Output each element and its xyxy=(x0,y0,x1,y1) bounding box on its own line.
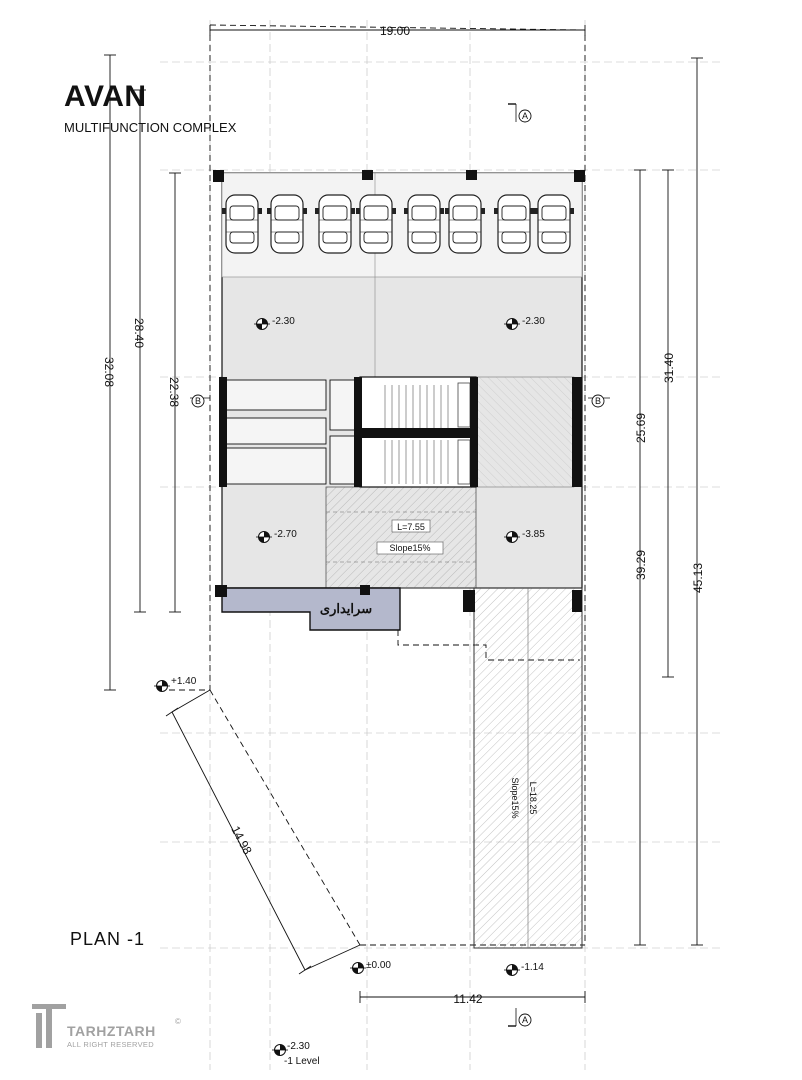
level-marker-icon xyxy=(350,963,366,974)
watermark-logo xyxy=(32,1004,181,1049)
dim-top-width: 19.00 xyxy=(379,24,411,38)
level-marker-icon xyxy=(154,681,170,692)
brand-rights: ALL RIGHT RESERVED xyxy=(67,1040,154,1049)
car-4 xyxy=(356,195,396,253)
level-ramp-end: -1.14 xyxy=(521,962,544,973)
section-b-right: B xyxy=(594,396,602,406)
car-5 xyxy=(404,195,444,253)
car-2 xyxy=(267,195,307,253)
level-legend: -2.30 xyxy=(287,1041,310,1052)
dim-left-inner: 22.38 xyxy=(167,376,181,408)
brand-name: TARHZTARH xyxy=(67,1023,156,1039)
level-park-right: -2.30 xyxy=(522,316,545,327)
dim-right-outer: 45.13 xyxy=(691,562,705,594)
level-marker-icon xyxy=(272,1045,288,1056)
dim-right-inner-bottom: 39.29 xyxy=(634,549,648,581)
dim-bottom-width: 11.42 xyxy=(453,992,483,1006)
dim-right-inner-top: 25.69 xyxy=(634,412,648,444)
upper-ramp xyxy=(326,487,476,588)
upper-ramp-length: L=7.55 xyxy=(397,522,425,532)
car-7 xyxy=(494,195,534,253)
section-a-top: A xyxy=(521,111,529,121)
service-room xyxy=(222,588,400,630)
upper-ramp-slope: Slope15% xyxy=(389,543,431,553)
plan-label: PLAN -1 xyxy=(70,929,146,949)
section-b-left: B xyxy=(194,396,202,406)
service-room-label: سرایداری xyxy=(319,601,373,616)
project-subtitle: MULTIFUNCTION COMPLEX xyxy=(64,120,237,135)
level-entry-left: +1.40 xyxy=(171,676,197,687)
dim-left-mid: 28.40 xyxy=(132,317,146,349)
car-6 xyxy=(445,195,485,253)
lower-ramp-length: L=18.25 xyxy=(528,781,538,815)
car-3 xyxy=(315,195,355,253)
lower-ramp-slope: Slope15% xyxy=(510,777,520,819)
car-8 xyxy=(534,195,574,253)
level-lower-left: -2.70 xyxy=(274,529,297,540)
level-legend-caption: -1 Level xyxy=(284,1056,320,1067)
dim-left-outer: 32.08 xyxy=(102,356,116,388)
level-park-left: -2.30 xyxy=(272,316,295,327)
brand-copyright: © xyxy=(175,1017,181,1026)
level-entry-bottom: ±0.00 xyxy=(366,960,391,971)
stair-core xyxy=(360,377,476,487)
section-a-bottom: A xyxy=(521,1015,529,1025)
brand-logo-pillar-icon xyxy=(36,1013,42,1048)
dim-diagonal: 14.98 xyxy=(228,823,255,857)
level-lower-right: -3.85 xyxy=(522,529,545,540)
car-1 xyxy=(222,195,262,253)
dim-right-mid: 31.40 xyxy=(662,352,676,384)
level-marker-icon xyxy=(504,965,520,976)
project-title: AVAN xyxy=(64,80,147,113)
right-circulation xyxy=(476,377,574,487)
